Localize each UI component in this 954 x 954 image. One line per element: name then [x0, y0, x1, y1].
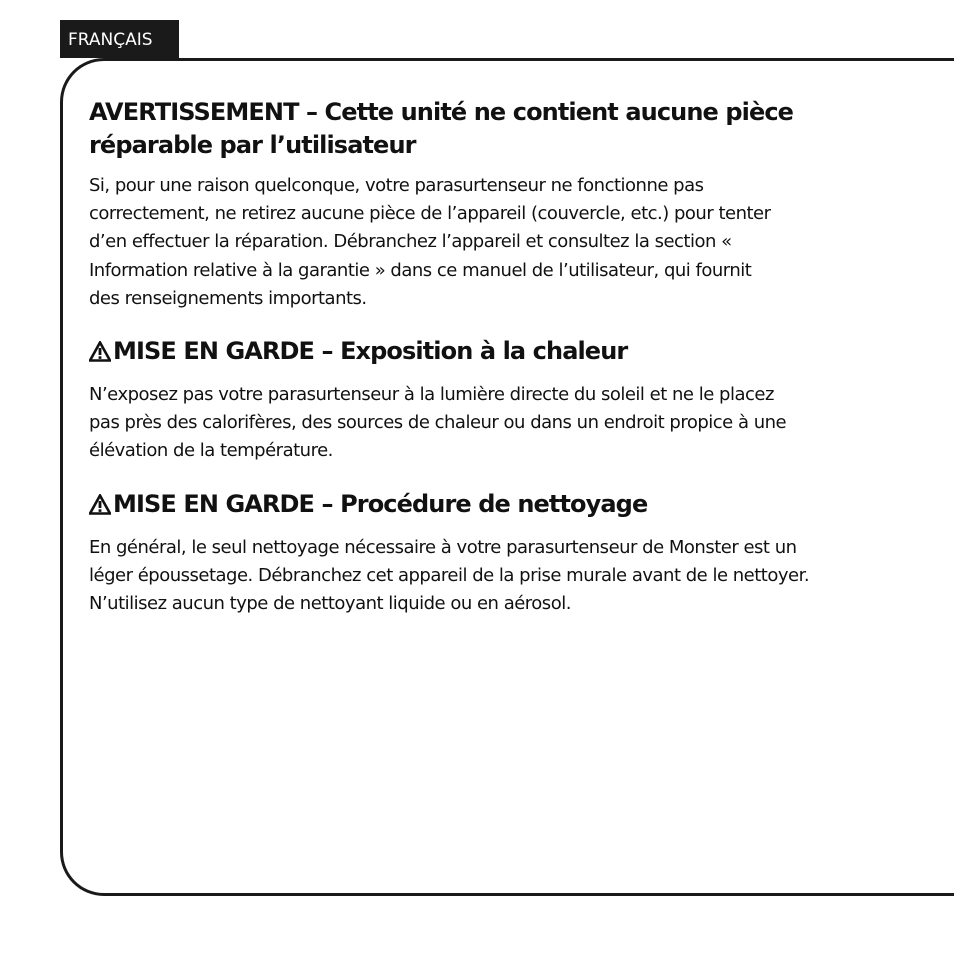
section-heading [89, 488, 909, 524]
heading-text: MISE EN GARDE – Procédure de nettoyage [113, 489, 648, 518]
body-line: N’exposez pas votre parasurtenseur à la lumière directe du soleil et ne le placez [89, 384, 774, 406]
section-heading [89, 96, 909, 162]
warning-triangle-icon [89, 491, 111, 524]
body-line: En général, le seul nettoyage nécessaire à votre parasurtenseur de Monster est un [89, 536, 797, 558]
body-line: Si, pour une raison quelconque, votre parasurtenseur ne fonctionne pas [89, 175, 704, 196]
body-line: d’en effectuer la réparation. Débranchez l’appareil et consultez la section « [89, 231, 732, 253]
body-line: N’utilisez aucun type de nettoyant liquide ou en aérosol. [89, 593, 571, 615]
body-line: correctement, ne retirez aucune pièce de l’appareil (couvercle, etc.) pour tenter [89, 203, 771, 225]
heading-line: réparable par l’utilisateur [89, 131, 416, 159]
body-line: des renseignements importants. [89, 287, 367, 309]
heading-line: AVERTISSEMENT – Cette unité ne contient aucune pièce [89, 98, 794, 126]
language-tab: FRANÇAIS [60, 20, 179, 58]
section-caution-heat [89, 335, 909, 466]
section-heading [89, 335, 909, 371]
body-line: pas près des calorifères, des sources de chaleur ou dans un endroit propice à une [89, 412, 787, 434]
section-body [89, 534, 909, 619]
section-body [89, 381, 909, 466]
body-line: élévation de la température. [89, 440, 333, 462]
body-line: Information relative à la garantie » dans ce manuel de l’utilisateur, qui fournit [89, 259, 752, 281]
section-caution-cleaning [89, 488, 909, 619]
manual-content [89, 96, 909, 618]
section-body [89, 172, 909, 313]
warning-triangle-icon [89, 338, 111, 371]
section-warning-no-serviceable-parts [89, 96, 909, 313]
body-line: léger époussetage. Débranchez cet appareil de la prise murale avant de le nettoyer. [89, 564, 810, 586]
heading-text: MISE EN GARDE – Exposition à la chaleur [113, 337, 628, 366]
